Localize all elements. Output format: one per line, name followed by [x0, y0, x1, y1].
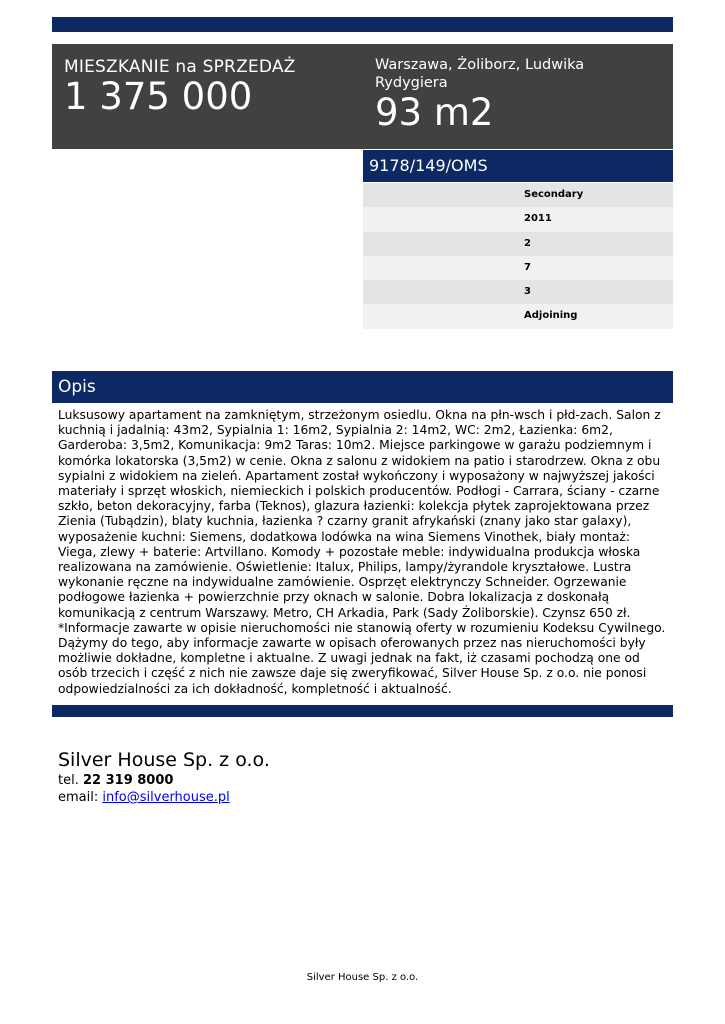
- description-text: Luksusowy apartament na zamkniętym, strzeżonym osiedlu. Okna na płn-wsch i płd-zach. Salon z kuchnią i jadalnią: 43m2, Sypialnia 1: 16m2, Sypialnia 2: 14m2, WC: 2m2, Łazienka: 6m2, Garderoba: 3,5m2, Komunikacja: 9m2 Taras: 10m2. Miejsce parkingowe w garażu podziemnym i komórka lokatorska (3,5m2) w cenie. Okna z salonu z widokiem na patio i starodrzew. Okna z obu sypialni z widokiem na zieleń. Apartament został wykończony i wyposażony w najwyższej jakości materiały i sprzęt włoskich, niemieckich i polskich producentów. Podłogi - Carrara, ściany - czarne szkło, beton dekoracyjny, farba (Teknos), glazura łazienki: kolekcja płytek zaprojektowana przez Zienia (Tubądzin), blaty kuchnia, łazienka ? czarny granit afrykański (znany jako star galaxy), wyposażenie kuchni: Siemens, dodatkowa lodówka na wina Siemens Vinothek, biały montaż: Viega, zlewy + baterie: Artvillano. Komody + pozostałe meble: indywidualna produkcja włoska realizowana na zamówienie. Oświetlenie: Italux, Philips, lampy/żyrandole kryształowe. Lustra wykonanie ręczne na indywidualne zamówienie. Osprzęt elektrynczy Schneider. Ogrzewanie podłogowe łazienka + powierzchnie przy oknach w salonie. Dobra lokalizacja z doskonałą komunikacją z centrum Warszawy. Metro, CH Arkadia, Park (Sady Żoliborskie). Czynsz 650 zł. *Informacje zawarte w opisie nieruchomości nie stanowią oferty w rozumieniu Kodeksu Cywilnego. Dążymy do tego, aby informacje zawarte w opisach oferowanych przez nas nieruchomości były możliwie dokładne, kompletne i aktualne. Z uwagi jednak na fakt, iż czasami pochodzą one od osób trzecich i część z nich nie zawsze daje się zweryfikować, Silver House Sp. z o.o. nie ponosi odpowiedzialności za ich dokładność, kompletność i aktualność.: [58, 408, 666, 696]
- agency-name: Silver House Sp. z o.o.: [58, 749, 270, 771]
- detail-year-built: 2011: [363, 207, 673, 231]
- details-list: [363, 183, 673, 329]
- header-accent-bar: [52, 17, 673, 32]
- detail-value: 2: [363, 232, 673, 256]
- section-divider-bar: [52, 705, 673, 717]
- detail-kitchen: Adjoining: [363, 304, 673, 328]
- price: 1 375 000: [64, 75, 253, 118]
- email-label: email:: [58, 790, 99, 805]
- detail-value: 7: [363, 256, 673, 280]
- description-heading: Opis: [52, 371, 673, 403]
- email-link[interactable]: info@silverhouse.pl: [102, 790, 230, 805]
- phone-label: tel.: [58, 773, 79, 788]
- listing-summary-panel: [52, 44, 673, 149]
- reference-number: 9178/149/OMS: [363, 150, 673, 182]
- phone-number: 22 319 8000: [82, 773, 174, 788]
- price-block: [64, 56, 296, 118]
- detail-market: Secondary: [363, 183, 673, 207]
- offer-type: MIESZKANIE na SPRZEDAŻ: [64, 57, 296, 77]
- location: Warszawa, Żoliborz, Ludwika Rydygiera: [375, 57, 585, 91]
- location-block: [375, 56, 615, 134]
- detail-value: 3: [363, 280, 673, 304]
- email-line: [58, 789, 270, 806]
- phone-line: [58, 772, 270, 789]
- agency-contact: [58, 748, 270, 806]
- area: 93 m2: [375, 91, 494, 134]
- page-footer: Silver House Sp. z o.o.: [306, 972, 419, 983]
